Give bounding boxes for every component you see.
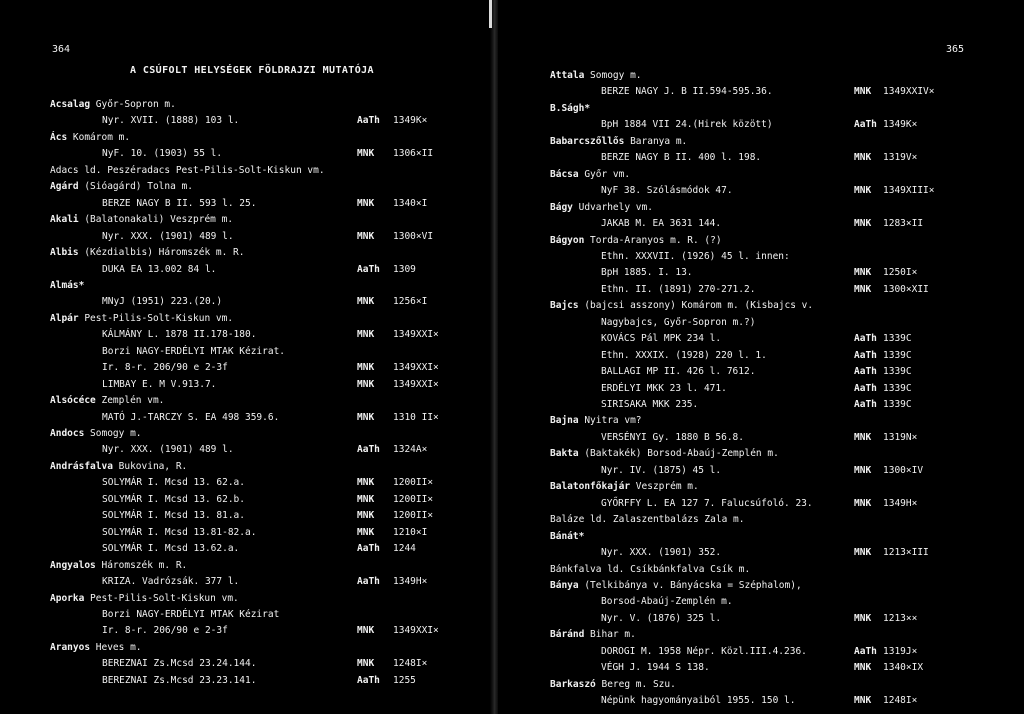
source-catalog: MNK [357, 477, 375, 489]
headword-line [0, 212, 490, 228]
headword: Albis [50, 247, 79, 259]
type-code: 1256×I [393, 296, 428, 308]
reference-line [498, 397, 1024, 413]
headword: Barkaszó [550, 678, 596, 690]
page-title: A CSÚFOLT HELYSÉGEK FÖLDRAJZI MUTATÓJA [130, 65, 374, 76]
headword: Angyalos [50, 559, 96, 571]
location-text: Bereg m. Szu. [595, 678, 676, 690]
reference-line [498, 265, 1024, 281]
reference-text: SOLYMÁR I. Mcsd 13.81-82.a. [102, 526, 257, 538]
type-code: 1200II× [393, 510, 434, 522]
type-code: 1324A× [393, 444, 428, 456]
headword-line [0, 130, 490, 146]
headword: Bágyon [550, 234, 585, 246]
headword-line [498, 233, 1024, 249]
type-code: 1349XXI× [393, 378, 439, 390]
source-catalog: MNK [357, 362, 375, 374]
headword-line [498, 167, 1024, 183]
reference-text: KOVÁCS Pál MPK 234 l. [601, 333, 722, 345]
reference-line [0, 574, 490, 590]
headword: Akali [50, 214, 79, 226]
reference-text: Ethn. II. (1891) 270-271.2. [601, 283, 756, 295]
location-text: Heves m. [90, 641, 142, 653]
type-code: 1248I× [883, 695, 918, 707]
type-code: 1349H× [393, 576, 428, 588]
reference-line [0, 623, 490, 639]
type-code: 1319J× [883, 645, 918, 657]
source-catalog: MNK [357, 658, 375, 670]
reference-line [0, 262, 490, 278]
source-catalog: AaTh [854, 399, 877, 410]
location-text: Bukovina, R. [112, 460, 188, 472]
reference-text: BEREZNAI Zs.Mcsd 23.23.141. [102, 674, 257, 686]
reference-text: SIRISAKA MKK 235. [601, 399, 699, 410]
source-catalog: MNK [357, 296, 375, 308]
reference-text: Ethn. XXXIX. (1928) 220 l. 1. [601, 349, 767, 361]
location-text: Háromszék m. R. [95, 559, 188, 571]
headword-line [498, 627, 1024, 643]
reference-text: Népünk hagyományaiból 1955. 150 l. [601, 695, 796, 707]
location-text: Komárom m. [67, 131, 131, 143]
location-text: Baláze ld. Zalaszentbalázs Zala m. [550, 514, 745, 526]
headword: Bánát* [550, 530, 585, 542]
source-catalog: MNK [854, 267, 872, 279]
reference-line [498, 348, 1024, 364]
type-code: 1339C [883, 382, 912, 394]
source-catalog: MNK [854, 497, 872, 509]
headword-line [0, 640, 490, 656]
type-code: 1200II× [393, 477, 434, 489]
headword-line [498, 578, 1024, 594]
type-code: 1300×XII [883, 283, 929, 295]
type-code: 1339C [883, 399, 912, 410]
left-page [0, 0, 490, 714]
reference-text: SOLYMÁR I. Mcsd 13.62.a. [102, 543, 240, 555]
reference-line [498, 381, 1024, 397]
location-text: (Telkibánya v. Bányácska = Széphalom), [578, 579, 802, 591]
type-code: 1213×III [883, 547, 929, 559]
type-code: 1306×II [393, 148, 434, 160]
type-code: 1349XXI× [393, 362, 439, 374]
reference-line [498, 331, 1024, 347]
source-catalog: MNK [357, 510, 375, 522]
reference-text: Ir. 8-r. 206/90 e 2-3f [102, 362, 228, 374]
reference-line [498, 463, 1024, 479]
location-text: Somogy m. [584, 70, 642, 81]
headword-line [0, 591, 490, 607]
reference-line [498, 364, 1024, 380]
location-text: Bihar m. [584, 629, 636, 641]
location-text: (Balatonakali) Veszprém m. [78, 214, 234, 226]
headword: Andrásfalva [50, 460, 113, 472]
spine-highlight [489, 0, 492, 28]
reference-text: Nyr. IV. (1875) 45 l. [601, 464, 722, 476]
headword: Aranyos [50, 641, 91, 653]
reference-line [0, 229, 490, 245]
headword: Ács [50, 131, 68, 143]
source-catalog: MNK [357, 378, 375, 390]
type-code: 1250I× [883, 267, 918, 279]
headword-line [498, 68, 1024, 84]
source-catalog: MNK [357, 493, 375, 505]
headword: Balatonfőkajár [550, 481, 631, 493]
headword-line [498, 677, 1024, 693]
reference-text: BALLAGI MP II. 426 l. 7612. [601, 366, 756, 378]
source-catalog: AaTh [357, 576, 380, 588]
reference-line [0, 410, 490, 426]
source-catalog: MNK [854, 464, 872, 476]
reference-text: Ethn. XXXVII. (1926) 45 l. innen: [601, 250, 790, 262]
headword-line [0, 245, 490, 261]
reference-line [0, 344, 490, 360]
type-code: 1349XXIV× [883, 86, 935, 98]
reference-line [0, 360, 490, 376]
type-code: 1340×I [393, 197, 428, 209]
reference-line [0, 377, 490, 393]
source-catalog: AaTh [357, 543, 380, 555]
source-catalog: AaTh [854, 119, 877, 131]
type-code: 1349K× [393, 115, 428, 127]
location-text: Baranya m. [624, 135, 688, 147]
headword-line [0, 459, 490, 475]
type-code: 1340×IX [883, 662, 924, 674]
source-catalog: MNK [357, 526, 375, 538]
type-code: 1310 II× [393, 411, 439, 423]
location-text: Udvarhely vm. [572, 201, 653, 213]
headword-line [0, 393, 490, 409]
reference-line [498, 660, 1024, 676]
reference-text: BERZE NAGY J. B II.594-595.36. [601, 86, 773, 98]
reference-line [498, 249, 1024, 265]
source-catalog: AaTh [357, 263, 380, 275]
right-page [498, 0, 1024, 714]
headword: Aporka [50, 592, 85, 604]
type-code: 1349K× [883, 119, 918, 131]
location-text: Győr vm. [578, 168, 631, 180]
location-text: (Sióagárd) Tolna m. [78, 181, 193, 193]
location-text: Pest-Pilis-Solt-Kiskun vm. [78, 312, 234, 324]
type-code: 1255 [393, 674, 416, 686]
type-code: 1300×VI [393, 230, 434, 242]
reference-text: Nyr. XXX. (1901) 352. [601, 547, 722, 559]
location-text: Veszprém m. [630, 481, 699, 493]
reference-line [498, 150, 1024, 166]
reference-text: NyF. 10. (1903) 55 l. [102, 148, 223, 160]
location-text: (Kézdialbis) Háromszék m. R. [78, 247, 245, 259]
page-number: 365 [945, 44, 964, 55]
reference-text: Nyr. V. (1876) 325 l. [601, 612, 722, 624]
reference-text: DOROGI M. 1958 Népr. Közl.III.4.236. [601, 645, 807, 657]
headword: Acsalag [50, 99, 91, 110]
reference-text: SOLYMÁR I. Mcsd 13. 62.b. [102, 493, 245, 505]
reference-line [0, 294, 490, 310]
source-catalog: MNK [854, 283, 872, 295]
reference-line [0, 541, 490, 557]
type-code: 1339C [883, 349, 912, 361]
headword-line [498, 529, 1024, 545]
type-code: 1349H× [883, 497, 918, 509]
page-number: 364 [52, 44, 71, 55]
location-text: Torda-Aranyos m. R. (?) [584, 234, 722, 246]
type-code: 1339C [883, 333, 912, 345]
location-text: Pest-Pilis-Solt-Kiskun vm. [84, 592, 239, 604]
reference-text: SOLYMÁR I. Mcsd 13. 62.a. [102, 477, 245, 489]
reference-line [498, 693, 1024, 709]
source-catalog: MNK [854, 152, 872, 164]
reference-line [498, 117, 1024, 133]
headword: Alpár [50, 312, 79, 324]
source-catalog: AaTh [854, 382, 877, 394]
type-code: 1349XXI× [393, 329, 439, 341]
reference-text: Borsod-Abaúj-Zemplén m. [601, 596, 733, 608]
reference-line [498, 430, 1024, 446]
reference-line [0, 475, 490, 491]
type-code: 1244 [393, 543, 416, 555]
location-text: (Baktakék) Borsod-Abaúj-Zemplén m. [578, 448, 779, 460]
reference-line [498, 183, 1024, 199]
source-catalog: AaTh [854, 366, 877, 378]
headword-line [498, 562, 1024, 578]
source-catalog: AaTh [357, 674, 380, 686]
reference-text: BpH 1884 VII 24.(Hirek között) [601, 119, 773, 131]
headword: Bánya [550, 579, 579, 591]
reference-text: ERDÉLYI MKK 23 l. 471. [601, 382, 727, 394]
reference-text: BpH 1885. I. 13. [601, 267, 693, 279]
source-catalog: MNK [357, 197, 375, 209]
reference-line [0, 525, 490, 541]
source-catalog: MNK [854, 185, 872, 197]
reference-text: VERSÉNYI Gy. 1880 B 56.8. [601, 431, 744, 443]
headword-line [498, 200, 1024, 216]
headword-line [0, 558, 490, 574]
reference-text: GYŐRFFY L. EA 127 7. Falucsúfoló. 23. [601, 497, 813, 509]
reference-line [498, 594, 1024, 610]
type-code: 1309 [393, 263, 416, 275]
type-code: 1319N× [883, 431, 918, 443]
headword: Agárd [50, 181, 79, 193]
reference-line [0, 656, 490, 672]
reference-text: Nyr. XXX. (1901) 489 l. [102, 444, 234, 456]
headword-line [0, 426, 490, 442]
headword-line [498, 479, 1024, 495]
type-code: 1349XIII× [883, 185, 935, 197]
reference-line [498, 545, 1024, 561]
reference-line [0, 673, 490, 689]
location-text: (bajcsi asszony) Komárom m. (Kisbajcs v. [578, 300, 814, 312]
reference-line [498, 216, 1024, 232]
reference-line [0, 146, 490, 162]
reference-line [498, 282, 1024, 298]
source-catalog: MNK [854, 431, 872, 443]
reference-line [498, 496, 1024, 512]
type-code: 1339C [883, 366, 912, 378]
headword-line [498, 101, 1024, 117]
location-text: Bánkfalva ld. Csíkbánkfalva Csík m. [550, 563, 751, 575]
source-catalog: MNK [357, 230, 375, 242]
reference-line [0, 508, 490, 524]
reference-text: BERZE NAGY B II. 400 l. 198. [601, 152, 762, 164]
source-catalog: MNK [357, 148, 375, 160]
headword: Bágy [550, 201, 573, 213]
type-code: 1349XXI× [393, 625, 439, 637]
reference-text: BERZE NAGY B II. 593 l. 25. [102, 197, 257, 209]
headword-line [498, 413, 1024, 429]
reference-line [0, 196, 490, 212]
headword: Babarcszőllős [550, 135, 625, 147]
location-text: Adacs ld. Peszéradacs Pest-Pilis-Solt-Kiskun vm. [50, 164, 325, 176]
reference-text: MATÓ J.-TARCZY S. EA 498 359.6. [102, 411, 280, 423]
reference-text: KÁLMÁNY L. 1878 II.178-180. [102, 329, 257, 341]
source-catalog: MNK [357, 625, 375, 637]
source-catalog: AaTh [854, 333, 877, 345]
reference-line [0, 327, 490, 343]
headword-line [498, 134, 1024, 150]
source-catalog: MNK [357, 329, 375, 341]
source-catalog: MNK [854, 547, 872, 559]
headword: Alsócéce [50, 395, 96, 407]
type-code: 1319V× [883, 152, 918, 164]
headword-line [0, 311, 490, 327]
reference-line [498, 611, 1024, 627]
location-text: Nyitra vm? [578, 415, 642, 427]
source-catalog: AaTh [357, 444, 380, 456]
location-text: Győr-Sopron m. [90, 99, 176, 110]
reference-text: VÉGH J. 1944 S 138. [601, 662, 710, 674]
headword-line [0, 163, 490, 179]
reference-text: LIMBAY E. M V.913.7. [102, 378, 217, 390]
source-catalog: MNK [854, 612, 872, 624]
headword-line [0, 278, 490, 294]
reference-text: SOLYMÁR I. Mcsd 13. 81.a. [102, 510, 245, 522]
reference-line [0, 492, 490, 508]
location-text: Somogy m. [84, 428, 142, 439]
headword: Bakta [550, 448, 579, 460]
source-catalog: AaTh [357, 115, 380, 127]
headword: Attala [550, 70, 585, 81]
type-code: 1248I× [393, 658, 428, 670]
reference-line [0, 607, 490, 623]
source-catalog: MNK [854, 662, 872, 674]
source-catalog: MNK [854, 695, 872, 707]
headword-line [0, 179, 490, 195]
reference-text: Nyr. XVII. (1888) 103 l. [102, 115, 240, 127]
type-code: 1300×IV [883, 464, 924, 476]
reference-text: Borzi NAGY-ERDÉLYI MTAK Kézirat [102, 608, 280, 620]
headword-line [498, 298, 1024, 314]
reference-text: MNyJ (1951) 223.(20.) [102, 296, 223, 308]
source-catalog: MNK [854, 86, 872, 98]
source-catalog: AaTh [854, 645, 877, 657]
location-text: Zemplén vm. [95, 395, 165, 407]
reference-text: DUKA EA 13.002 84 l. [102, 263, 217, 275]
reference-text: Ir. 8-r. 206/90 e 2-3f [102, 625, 228, 637]
reference-text: KRIZA. Vadrózsák. 377 l. [102, 576, 240, 588]
headword: Báránd [550, 629, 585, 641]
reference-line [0, 442, 490, 458]
headword: Bácsa [550, 168, 579, 180]
source-catalog: MNK [854, 218, 872, 230]
source-catalog: MNK [357, 411, 375, 423]
headword: Bajna [550, 415, 579, 427]
type-code: 1213×× [883, 612, 918, 624]
reference-line [0, 113, 490, 129]
headword-line [498, 512, 1024, 528]
reference-line [498, 315, 1024, 331]
source-catalog: AaTh [854, 349, 877, 361]
reference-text: Nagybajcs, Győr-Sopron m.?) [601, 316, 756, 328]
headword: Andocs [50, 428, 85, 439]
reference-text: JAKAB M. EA 3631 144. [601, 218, 722, 230]
type-code: 1200II× [393, 493, 434, 505]
reference-text: Nyr. XXX. (1901) 489 l. [102, 230, 234, 242]
type-code: 1283×II [883, 218, 924, 230]
headword-line [0, 97, 490, 113]
reference-text: Borzi NAGY-ERDÉLYI MTAK Kézirat. [102, 345, 286, 357]
type-code: 1210×I [393, 526, 428, 538]
reference-text: BEREZNAI Zs.Mcsd 23.24.144. [102, 658, 257, 670]
headword: Bajcs [550, 300, 579, 312]
reference-text: NyF 38. Szólásmódok 47. [601, 185, 733, 197]
reference-line [498, 644, 1024, 660]
book-spine [490, 0, 498, 714]
headword-line [498, 446, 1024, 462]
headword: B.Ságh* [550, 102, 591, 114]
headword: Almás* [50, 279, 85, 291]
reference-line [498, 84, 1024, 100]
